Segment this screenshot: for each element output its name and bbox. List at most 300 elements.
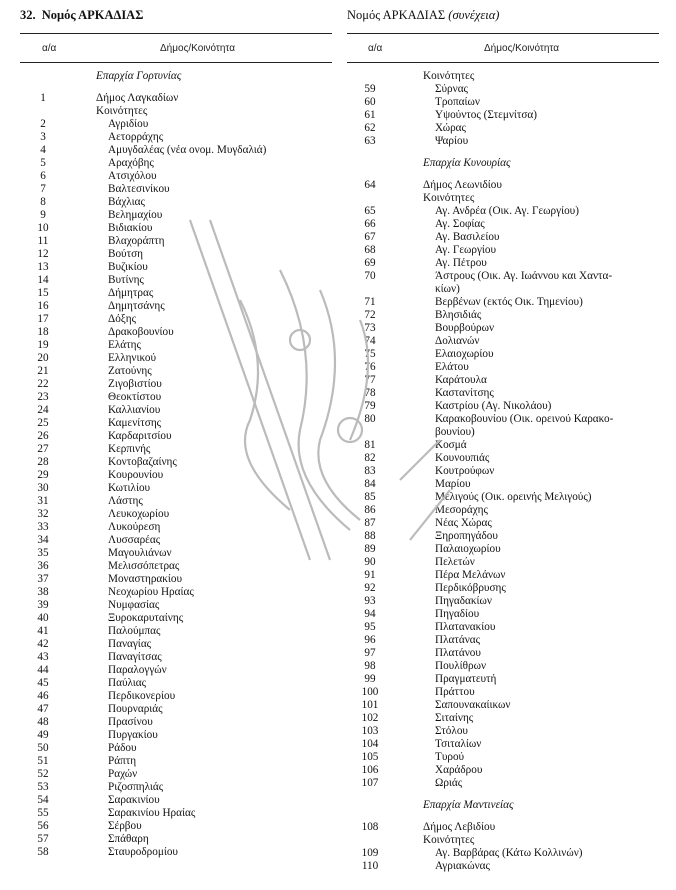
page-header-left <box>20 8 143 23</box>
list-item <box>20 196 332 209</box>
item-name: Πυργακίου <box>108 729 158 741</box>
item-name: Πρασίνου <box>108 716 153 728</box>
item-name: Αμυγδαλέας (νέα ονομ. Μυγδαλιά) <box>108 144 267 156</box>
item-number: 89 <box>364 543 376 555</box>
list-item <box>347 608 659 621</box>
item-name: Κοντοβαζαίνης <box>108 456 177 468</box>
item-name: Επαρχία Μαντινείας <box>423 799 514 811</box>
item-name: Καστρίου (Αγ. Νικολάου) <box>435 400 552 412</box>
item-name: Αετορράχης <box>108 131 164 143</box>
item-name: Αγ. Ανδρέα (Οικ. Αγ. Γεωργίου) <box>435 205 579 217</box>
list-item <box>20 287 332 300</box>
item-number: 96 <box>364 634 376 646</box>
item-name: Καλλιανίου <box>108 404 161 416</box>
item-name: Καράτουλα <box>435 374 487 386</box>
list-item <box>20 651 332 664</box>
item-number: 11 <box>37 235 49 247</box>
item-number: 18 <box>37 326 49 338</box>
item-name: Δόξης <box>108 313 137 325</box>
item-number: 58 <box>37 846 49 858</box>
item-number: 98 <box>364 660 376 672</box>
list-item <box>347 413 659 426</box>
list-item <box>347 860 659 873</box>
list-item <box>347 374 659 387</box>
item-number: 46 <box>37 690 49 702</box>
item-name: Βλησιδιάς <box>435 309 482 321</box>
item-name: Υψούντος (Στεμνίτσα) <box>435 109 537 121</box>
list-item <box>20 183 332 196</box>
item-number: 83 <box>364 465 376 477</box>
item-name: Βαλτεσινίκου <box>108 183 170 195</box>
item-number: 54 <box>37 794 49 806</box>
item-name: Δήμητρας <box>108 287 154 299</box>
page-title-continued: (συνέχεια) <box>448 8 500 22</box>
item-number: 84 <box>364 478 376 490</box>
list-item <box>20 703 332 716</box>
item-number: 22 <box>37 378 49 390</box>
item-name: Σύρνας <box>435 83 468 95</box>
item-number: 55 <box>37 807 49 819</box>
item-number: 105 <box>361 751 379 763</box>
item-number: 4 <box>40 144 46 156</box>
item-name: Περδικόβρυσης <box>435 582 506 594</box>
item-number: 28 <box>37 456 49 468</box>
section-heading <box>347 157 659 170</box>
item-name: Μελιγούς (Οικ. ορεινής Μελιγούς) <box>435 491 592 503</box>
page-number: 32. <box>20 8 36 22</box>
item-name: Ξηροπηγάδου <box>435 530 498 542</box>
list-item <box>347 582 659 595</box>
list-item <box>347 270 659 283</box>
item-name: Πραγματευτή <box>435 673 497 685</box>
list-item <box>347 556 659 569</box>
item-number: 103 <box>361 725 379 737</box>
item-name: Μελισσόπετρας <box>108 560 180 572</box>
item-name: Σταυροδρομίου <box>108 846 178 858</box>
item-name: Βυτίνης <box>108 274 144 286</box>
item-name: Ελάτης <box>108 339 141 351</box>
list-item <box>20 235 332 248</box>
item-number: 67 <box>364 231 376 243</box>
item-name: Παναγίας <box>108 638 152 650</box>
item-name: Πέρα Μελάνων <box>435 569 506 581</box>
list-item <box>347 595 659 608</box>
item-name: Ξυροκαρυταίνης <box>108 612 184 624</box>
item-name: βουνίου) <box>435 426 475 438</box>
item-number: 36 <box>37 560 49 572</box>
list-item <box>20 261 332 274</box>
item-name: Θεοκτίστου <box>108 391 162 403</box>
item-number: 70 <box>364 270 376 282</box>
list-item <box>347 725 659 738</box>
list-item <box>20 729 332 742</box>
list-item <box>347 70 659 83</box>
list-item <box>20 352 332 365</box>
list-item <box>20 131 332 144</box>
list-item <box>20 105 332 118</box>
list-item <box>20 391 332 404</box>
item-name: Πλατάνας <box>435 634 481 646</box>
item-name: Πράττου <box>435 686 475 698</box>
spacer <box>347 790 659 799</box>
item-number: 8 <box>40 196 46 208</box>
right-name-header: Δήμος/Κοινότητα <box>484 43 560 54</box>
item-name: Σέρβου <box>108 820 142 832</box>
item-name: Ράδου <box>108 742 137 754</box>
item-number: 39 <box>37 599 49 611</box>
list-item <box>347 296 659 309</box>
spacer <box>347 148 659 157</box>
item-number: 7 <box>40 183 46 195</box>
item-number: 3 <box>40 131 46 143</box>
item-name: Αγ. Πέτρου <box>435 257 487 269</box>
item-name: Ριζοσπηλιάς <box>108 781 164 793</box>
item-number: 107 <box>361 777 379 789</box>
item-number: 108 <box>361 821 379 833</box>
item-name: Μεσοράχης <box>435 504 488 516</box>
item-number: 19 <box>37 339 49 351</box>
item-number: 12 <box>37 248 49 260</box>
list-item <box>20 482 332 495</box>
list-item <box>347 647 659 660</box>
right-num-header: α/α <box>368 43 383 54</box>
right-column <box>347 70 659 873</box>
item-name: Παύλιας <box>108 677 147 689</box>
item-number: 62 <box>364 122 376 134</box>
item-name: Κουνουπιάς <box>435 452 490 464</box>
spacer <box>347 170 659 179</box>
item-number: 57 <box>37 833 49 845</box>
list-item <box>20 820 332 833</box>
section-heading <box>347 799 659 812</box>
top-rule-left <box>20 33 332 34</box>
list-item <box>347 699 659 712</box>
list-item <box>347 122 659 135</box>
list-item <box>347 83 659 96</box>
item-name: Πελετών <box>435 556 475 568</box>
item-name: Επαρχία Γορτυνίας <box>96 70 182 82</box>
item-name: Δημητσάνης <box>108 300 165 312</box>
item-number: 52 <box>37 768 49 780</box>
list-item <box>20 638 332 651</box>
item-name: Πλατανακίου <box>435 621 496 633</box>
section-heading <box>20 70 332 83</box>
item-number: 61 <box>364 109 376 121</box>
list-item <box>347 96 659 109</box>
item-number: 24 <box>37 404 49 416</box>
item-number: 86 <box>364 504 376 516</box>
item-name: Περδικονερίου <box>108 690 176 702</box>
item-number: 53 <box>37 781 49 793</box>
list-item <box>347 387 659 400</box>
list-item <box>20 742 332 755</box>
item-name: Καστανίτσης <box>435 387 494 399</box>
item-number: 51 <box>37 755 49 767</box>
item-number: 74 <box>364 335 376 347</box>
item-number: 29 <box>37 469 49 481</box>
list-item <box>20 157 332 170</box>
item-number: 79 <box>364 400 376 412</box>
item-name: Καρακοβουνίου (Οικ. ορεινού Καρακο- <box>435 413 614 425</box>
list-item <box>347 218 659 231</box>
item-name: Αγ. Βαρβάρας (Κάτω Κολλινών) <box>435 847 583 859</box>
item-number: 78 <box>364 387 376 399</box>
item-name: Πηγαδίου <box>435 608 480 620</box>
list-item <box>347 821 659 834</box>
list-item <box>20 573 332 586</box>
item-name: Αγ. Βασιλείου <box>435 231 500 243</box>
item-number: 25 <box>37 417 49 429</box>
item-name: Παλαιοχωρίου <box>435 543 501 555</box>
item-number: 13 <box>37 261 49 273</box>
item-number: 77 <box>364 374 376 386</box>
list-item <box>20 300 332 313</box>
list-item <box>20 612 332 625</box>
item-name: Τυρού <box>435 751 465 763</box>
item-number: 80 <box>364 413 376 425</box>
list-item <box>20 755 332 768</box>
list-item <box>20 222 332 235</box>
item-number: 88 <box>364 530 376 542</box>
list-item <box>20 92 332 105</box>
list-item <box>347 400 659 413</box>
item-name: Καμενίτσης <box>108 417 162 429</box>
item-name: Βελημαχίου <box>108 209 163 221</box>
item-name: Δολιανών <box>435 335 480 347</box>
item-name: Σιταίνης <box>435 712 474 724</box>
item-name: κίων) <box>435 283 460 295</box>
item-name: Ωριάς <box>435 777 463 789</box>
item-number: 47 <box>37 703 49 715</box>
left-column <box>20 70 332 859</box>
list-item <box>347 361 659 374</box>
item-name: Σπάθαρη <box>108 833 149 845</box>
list-item <box>347 686 659 699</box>
list-item <box>347 569 659 582</box>
item-number: 20 <box>37 352 49 364</box>
item-name: Δήμος Λαγκαδίων <box>96 92 179 104</box>
list-item <box>20 560 332 573</box>
item-number: 90 <box>364 556 376 568</box>
list-item <box>20 664 332 677</box>
item-name: Ατσιχόλου <box>108 170 157 182</box>
spacer <box>20 83 332 92</box>
item-number: 31 <box>37 495 49 507</box>
list-item <box>20 404 332 417</box>
item-number: 49 <box>37 729 49 741</box>
page-header-right <box>347 8 499 23</box>
list-item <box>347 179 659 192</box>
item-number: 99 <box>364 673 376 685</box>
list-item <box>347 135 659 148</box>
item-number: 106 <box>361 764 379 776</box>
item-number: 26 <box>37 430 49 442</box>
item-number: 10 <box>37 222 49 234</box>
spacer <box>347 812 659 821</box>
list-item <box>347 751 659 764</box>
item-number: 34 <box>37 534 49 546</box>
item-name: Κοινότητες <box>96 105 148 117</box>
item-name: Αγ. Σοφίας <box>435 218 485 230</box>
item-number: 45 <box>37 677 49 689</box>
item-name: Λυσσαρέας <box>108 534 161 546</box>
list-item <box>20 274 332 287</box>
item-name: Αραχόβης <box>108 157 154 169</box>
item-name: Λάστης <box>108 495 143 507</box>
item-name: Μοναστηρακίου <box>108 573 183 585</box>
item-name: Σαπουνακαίικων <box>435 699 511 711</box>
list-item <box>20 417 332 430</box>
item-number: 87 <box>364 517 376 529</box>
item-number: 92 <box>364 582 376 594</box>
item-number: 60 <box>364 96 376 108</box>
item-name: Τσιταλίων <box>435 738 482 750</box>
item-name: Παραλογγών <box>108 664 167 676</box>
item-name: Βερβένων (εκτός Οικ. Τημενίου) <box>435 296 583 308</box>
top-rule-right <box>347 33 659 34</box>
list-item <box>347 322 659 335</box>
item-number: 102 <box>361 712 379 724</box>
item-number: 95 <box>364 621 376 633</box>
item-number: 59 <box>364 83 376 95</box>
item-number: 17 <box>37 313 49 325</box>
list-item <box>347 738 659 751</box>
item-name: Ραχών <box>108 768 138 780</box>
list-item <box>20 833 332 846</box>
list-item <box>20 599 332 612</box>
item-name: Ελάτου <box>435 361 469 373</box>
item-name: Βάχλιας <box>108 196 145 208</box>
list-item <box>347 491 659 504</box>
item-name: Δήμος Λεωνιδίου <box>423 179 502 191</box>
item-number: 48 <box>37 716 49 728</box>
list-item <box>347 660 659 673</box>
item-name: Νέας Χώρας <box>435 517 492 529</box>
item-name: Ράπτη <box>108 755 137 767</box>
item-number: 66 <box>364 218 376 230</box>
item-name: Ελαιοχωρίου <box>435 348 494 360</box>
item-number: 63 <box>364 135 376 147</box>
list-item <box>20 469 332 482</box>
item-name: Βλαχοράπτη <box>108 235 165 247</box>
list-item <box>347 530 659 543</box>
item-number: 14 <box>37 274 49 286</box>
item-number: 68 <box>364 244 376 256</box>
list-item <box>20 781 332 794</box>
list-item <box>20 339 332 352</box>
list-item <box>347 257 659 270</box>
item-number: 97 <box>364 647 376 659</box>
item-number: 94 <box>364 608 376 620</box>
list-item <box>347 348 659 361</box>
list-item <box>347 205 659 218</box>
item-number: 35 <box>37 547 49 559</box>
list-item <box>20 365 332 378</box>
item-number: 2 <box>40 118 46 130</box>
item-name: Κοινότητες <box>423 70 475 82</box>
item-number: 56 <box>37 820 49 832</box>
item-name: Βυζικίου <box>108 261 148 273</box>
item-name: Βιδιακίου <box>108 222 153 234</box>
item-number: 1 <box>40 92 46 104</box>
list-item <box>20 521 332 534</box>
item-name: Μαρίου <box>435 478 471 490</box>
list-item <box>20 456 332 469</box>
left-name-header: Δήμος/Κοινότητα <box>160 43 236 54</box>
item-name: Κοσμά <box>435 439 467 451</box>
item-number: 5 <box>40 157 46 169</box>
item-name: Πλατάνου <box>435 647 481 659</box>
list-item <box>347 309 659 322</box>
item-number: 23 <box>37 391 49 403</box>
item-name: Τροπαίων <box>435 96 480 108</box>
item-name: Βούτση <box>108 248 143 260</box>
item-number: 109 <box>361 847 379 859</box>
item-name: Κουρουνίου <box>108 469 164 481</box>
list-item <box>347 478 659 491</box>
item-name: Επαρχία Κυνουρίας <box>423 157 511 169</box>
item-name: Σαρακινίου <box>108 794 160 806</box>
item-number: 65 <box>364 205 376 217</box>
item-number: 37 <box>37 573 49 585</box>
item-name: Παναγίτσας <box>108 651 162 663</box>
item-number: 73 <box>364 322 376 334</box>
list-item <box>347 777 659 790</box>
list-item <box>20 508 332 521</box>
list-item <box>20 794 332 807</box>
list-item <box>347 244 659 257</box>
list-item <box>20 807 332 820</box>
item-name: Άστρους (Οικ. Αγ. Ιωάννου και Χαντα- <box>435 270 613 282</box>
list-item <box>347 847 659 860</box>
list-item <box>20 846 332 859</box>
list-item <box>347 452 659 465</box>
item-name: Αγριακώνας <box>435 860 490 872</box>
list-item <box>20 716 332 729</box>
list-item <box>347 192 659 205</box>
list-item <box>20 248 332 261</box>
item-name: Λυκούρεση <box>108 521 161 533</box>
list-item <box>347 439 659 452</box>
header-rule-left <box>20 62 332 63</box>
list-item <box>20 443 332 456</box>
item-number: 42 <box>37 638 49 650</box>
item-number: 76 <box>364 361 376 373</box>
list-item <box>347 712 659 725</box>
list-item <box>20 209 332 222</box>
item-name: Πουλίθρων <box>435 660 487 672</box>
item-name: Στόλου <box>435 725 468 737</box>
item-name: Αγ. Γεωργίου <box>435 244 497 256</box>
item-number: 41 <box>37 625 49 637</box>
list-item <box>20 378 332 391</box>
list-item <box>20 690 332 703</box>
item-number: 75 <box>364 348 376 360</box>
item-name: Δρακοβουνίου <box>108 326 174 338</box>
list-item <box>347 465 659 478</box>
item-number: 110 <box>361 860 379 872</box>
item-number: 9 <box>40 209 46 221</box>
item-name: Αγριδίου <box>108 118 149 130</box>
item-name: Κερπινής <box>108 443 151 455</box>
item-name: Πουρναριάς <box>108 703 163 715</box>
list-item <box>347 834 659 847</box>
item-name: Κοινότητες <box>423 192 475 204</box>
list-item <box>20 547 332 560</box>
item-number: 72 <box>364 309 376 321</box>
list-item <box>347 621 659 634</box>
list-item <box>347 543 659 556</box>
